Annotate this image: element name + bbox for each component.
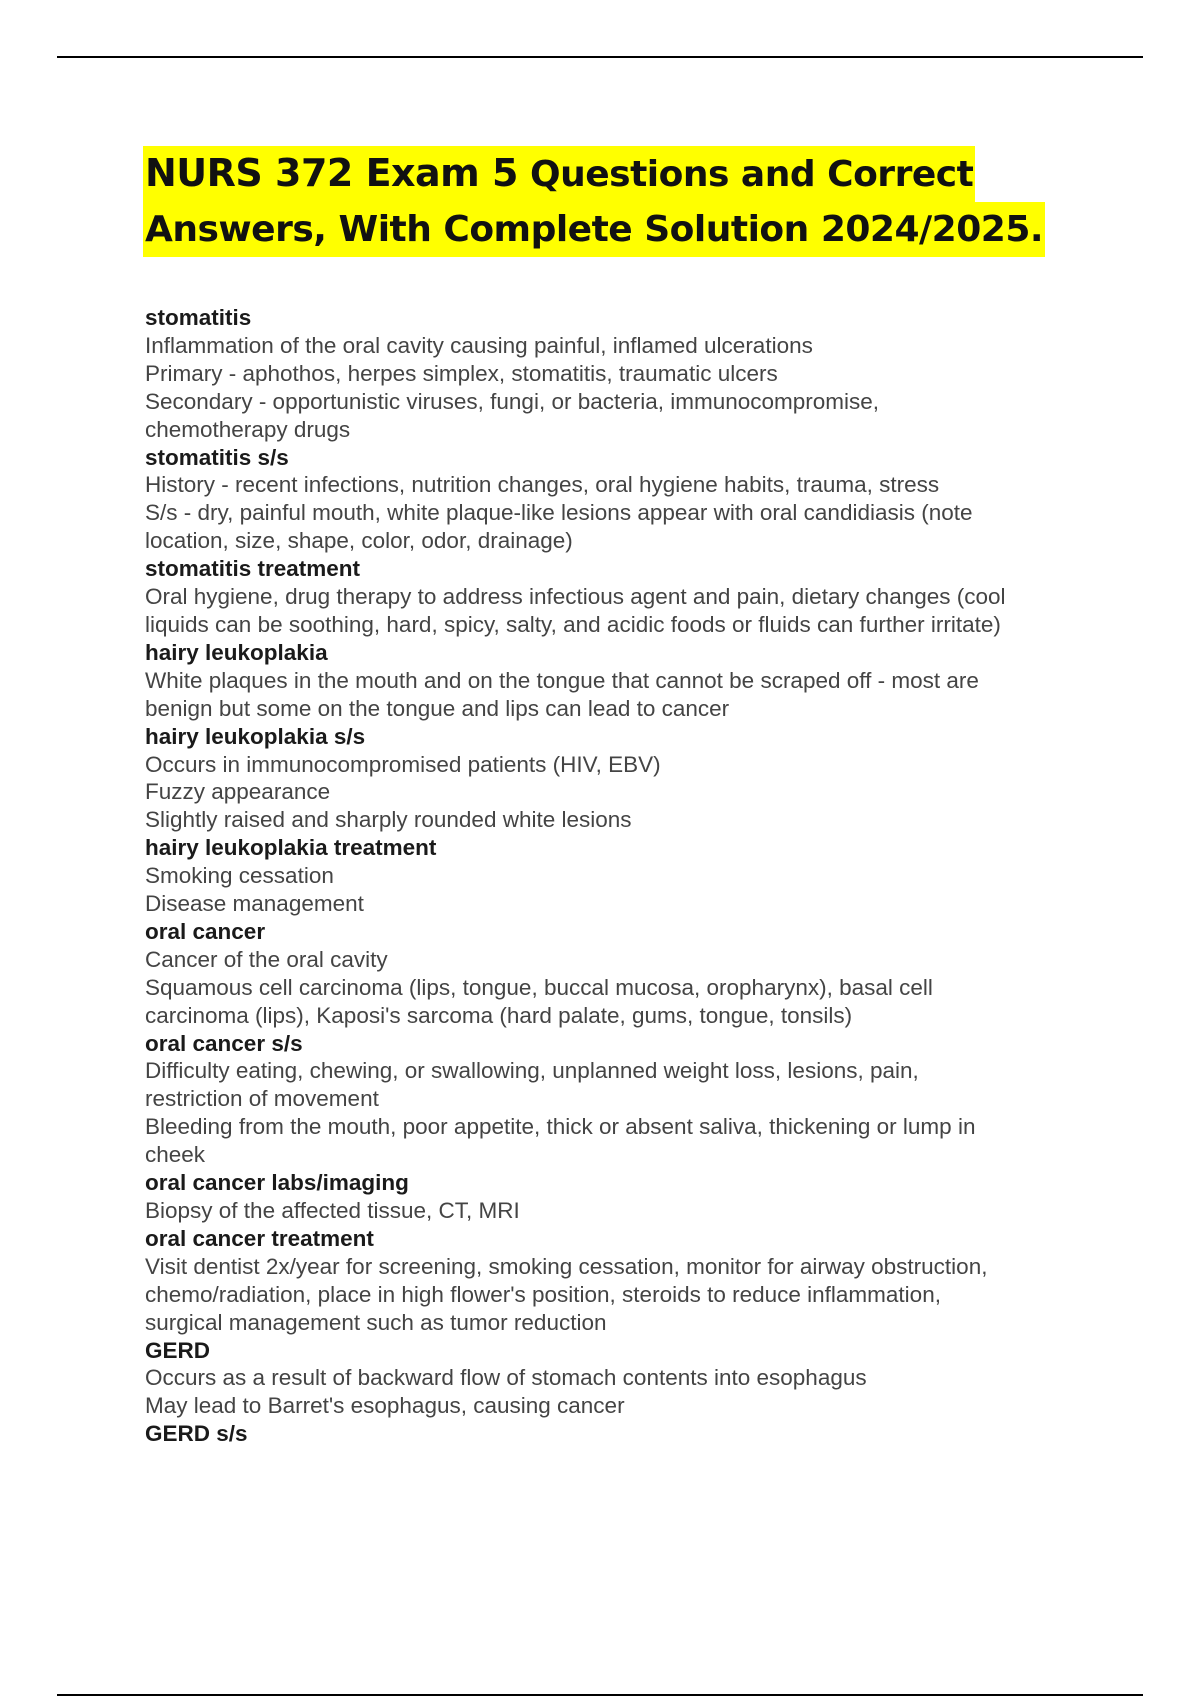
entry-term: hairy leukoplakia s/s — [145, 723, 366, 749]
bottom-rule — [57, 1694, 1143, 1696]
entry-term: hairy leukoplakia — [145, 639, 328, 665]
entry-definition-line: surgical management such as tumor reduction — [145, 1309, 607, 1335]
entry-definition-line: Slightly raised and sharply rounded white lesions — [145, 807, 632, 833]
entry-definition-line: Bleeding from the mouth, poor appetite, thick or absent saliva, thickening or lump in — [145, 1114, 976, 1140]
entry-definition-line: liquids can be soothing, hard, spicy, salty, and acidic foods or fluids can further irritate) — [145, 611, 1001, 637]
entry-definition-line: carcinoma (lips), Kaposi's sarcoma (hard palate, gums, tongue, tonsils) — [145, 1002, 853, 1028]
entry-definition-line: chemotherapy drugs — [145, 416, 351, 442]
entry-definition-line: Cancer of the oral cavity — [145, 946, 388, 972]
entry-term: GERD s/s — [145, 1421, 248, 1447]
title-course-code: NURS 372 Exam 5 — [145, 151, 518, 195]
top-rule — [57, 56, 1143, 58]
entry-definition-line: restriction of movement — [145, 1086, 379, 1112]
title-line-1 — [143, 146, 975, 202]
entry-definition-line: Primary - aphothos, herpes simplex, stomatitis, traumatic ulcers — [145, 360, 778, 386]
entry-definition-line: Difficulty eating, chewing, or swallowing, unplanned weight loss, lesions, pain, — [145, 1058, 919, 1084]
document-title — [145, 146, 1105, 257]
entry-term: hairy leukoplakia treatment — [145, 835, 437, 861]
title-line-2: Answers, With Complete Solution 2024/2025. — [143, 202, 1045, 257]
entry-definition-line: S/s - dry, painful mouth, white plaque-like lesions appear with oral candidiasis (note — [145, 500, 973, 526]
entry-definition-line: chemo/radiation, place in high flower's position, steroids to reduce inflammation, — [145, 1281, 941, 1307]
entry-term: oral cancer labs/imaging — [145, 1170, 409, 1196]
entry-definition-line: May lead to Barret's esophagus, causing cancer — [145, 1393, 625, 1419]
entry-definition-line: Biopsy of the affected tissue, CT, MRI — [145, 1198, 520, 1223]
entry-definition-line: Occurs in immunocompromised patients (HIV, EBV) — [145, 751, 661, 777]
entry-definition-line: Occurs as a result of backward flow of stomach contents into esophagus — [145, 1365, 867, 1391]
entry-definition-line: Smoking cessation — [145, 863, 334, 889]
entry-definition-line: location, size, shape, color, odor, drainage) — [145, 528, 573, 554]
entry-term: stomatitis treatment — [145, 556, 361, 582]
entry-term: oral cancer s/s — [145, 1030, 303, 1056]
flashcard-list — [145, 304, 1085, 1448]
entry-term: stomatitis — [145, 305, 252, 330]
entry-definition-line: Visit dentist 2x/year for screening, smoking cessation, monitor for airway obstruction, — [145, 1253, 988, 1279]
title-line-1-rest: Questions and Correct — [517, 154, 974, 195]
entry-definition-line: Oral hygiene, drug therapy to address infectious agent and pain, dietary changes (cool — [145, 584, 1006, 610]
entry-definition-line: White plaques in the mouth and on the tongue that cannot be scraped off - most are — [145, 667, 979, 693]
entry-definition-line: benign but some on the tongue and lips can lead to cancer — [145, 695, 730, 721]
entry-definition-line: Fuzzy appearance — [145, 779, 331, 805]
entry-definition-line: Inflammation of the oral cavity causing painful, inflamed ulcerations — [145, 332, 813, 358]
entry-term: oral cancer — [145, 918, 266, 944]
entry-definition-line: Squamous cell carcinoma (lips, tongue, buccal mucosa, oropharynx), basal cell — [145, 974, 933, 1000]
entry-definition-line: cheek — [145, 1142, 206, 1168]
entry-definition-line: Disease management — [145, 891, 364, 917]
entry-term: oral cancer treatment — [145, 1225, 374, 1251]
entry-term: GERD — [145, 1337, 211, 1363]
entry-definition-line: Secondary - opportunistic viruses, fungi, or bacteria, immunocompromise, — [145, 388, 880, 414]
entry-definition-line: History - recent infections, nutrition changes, oral hygiene habits, trauma, stress — [145, 472, 940, 498]
entry-term: stomatitis s/s — [145, 444, 289, 470]
